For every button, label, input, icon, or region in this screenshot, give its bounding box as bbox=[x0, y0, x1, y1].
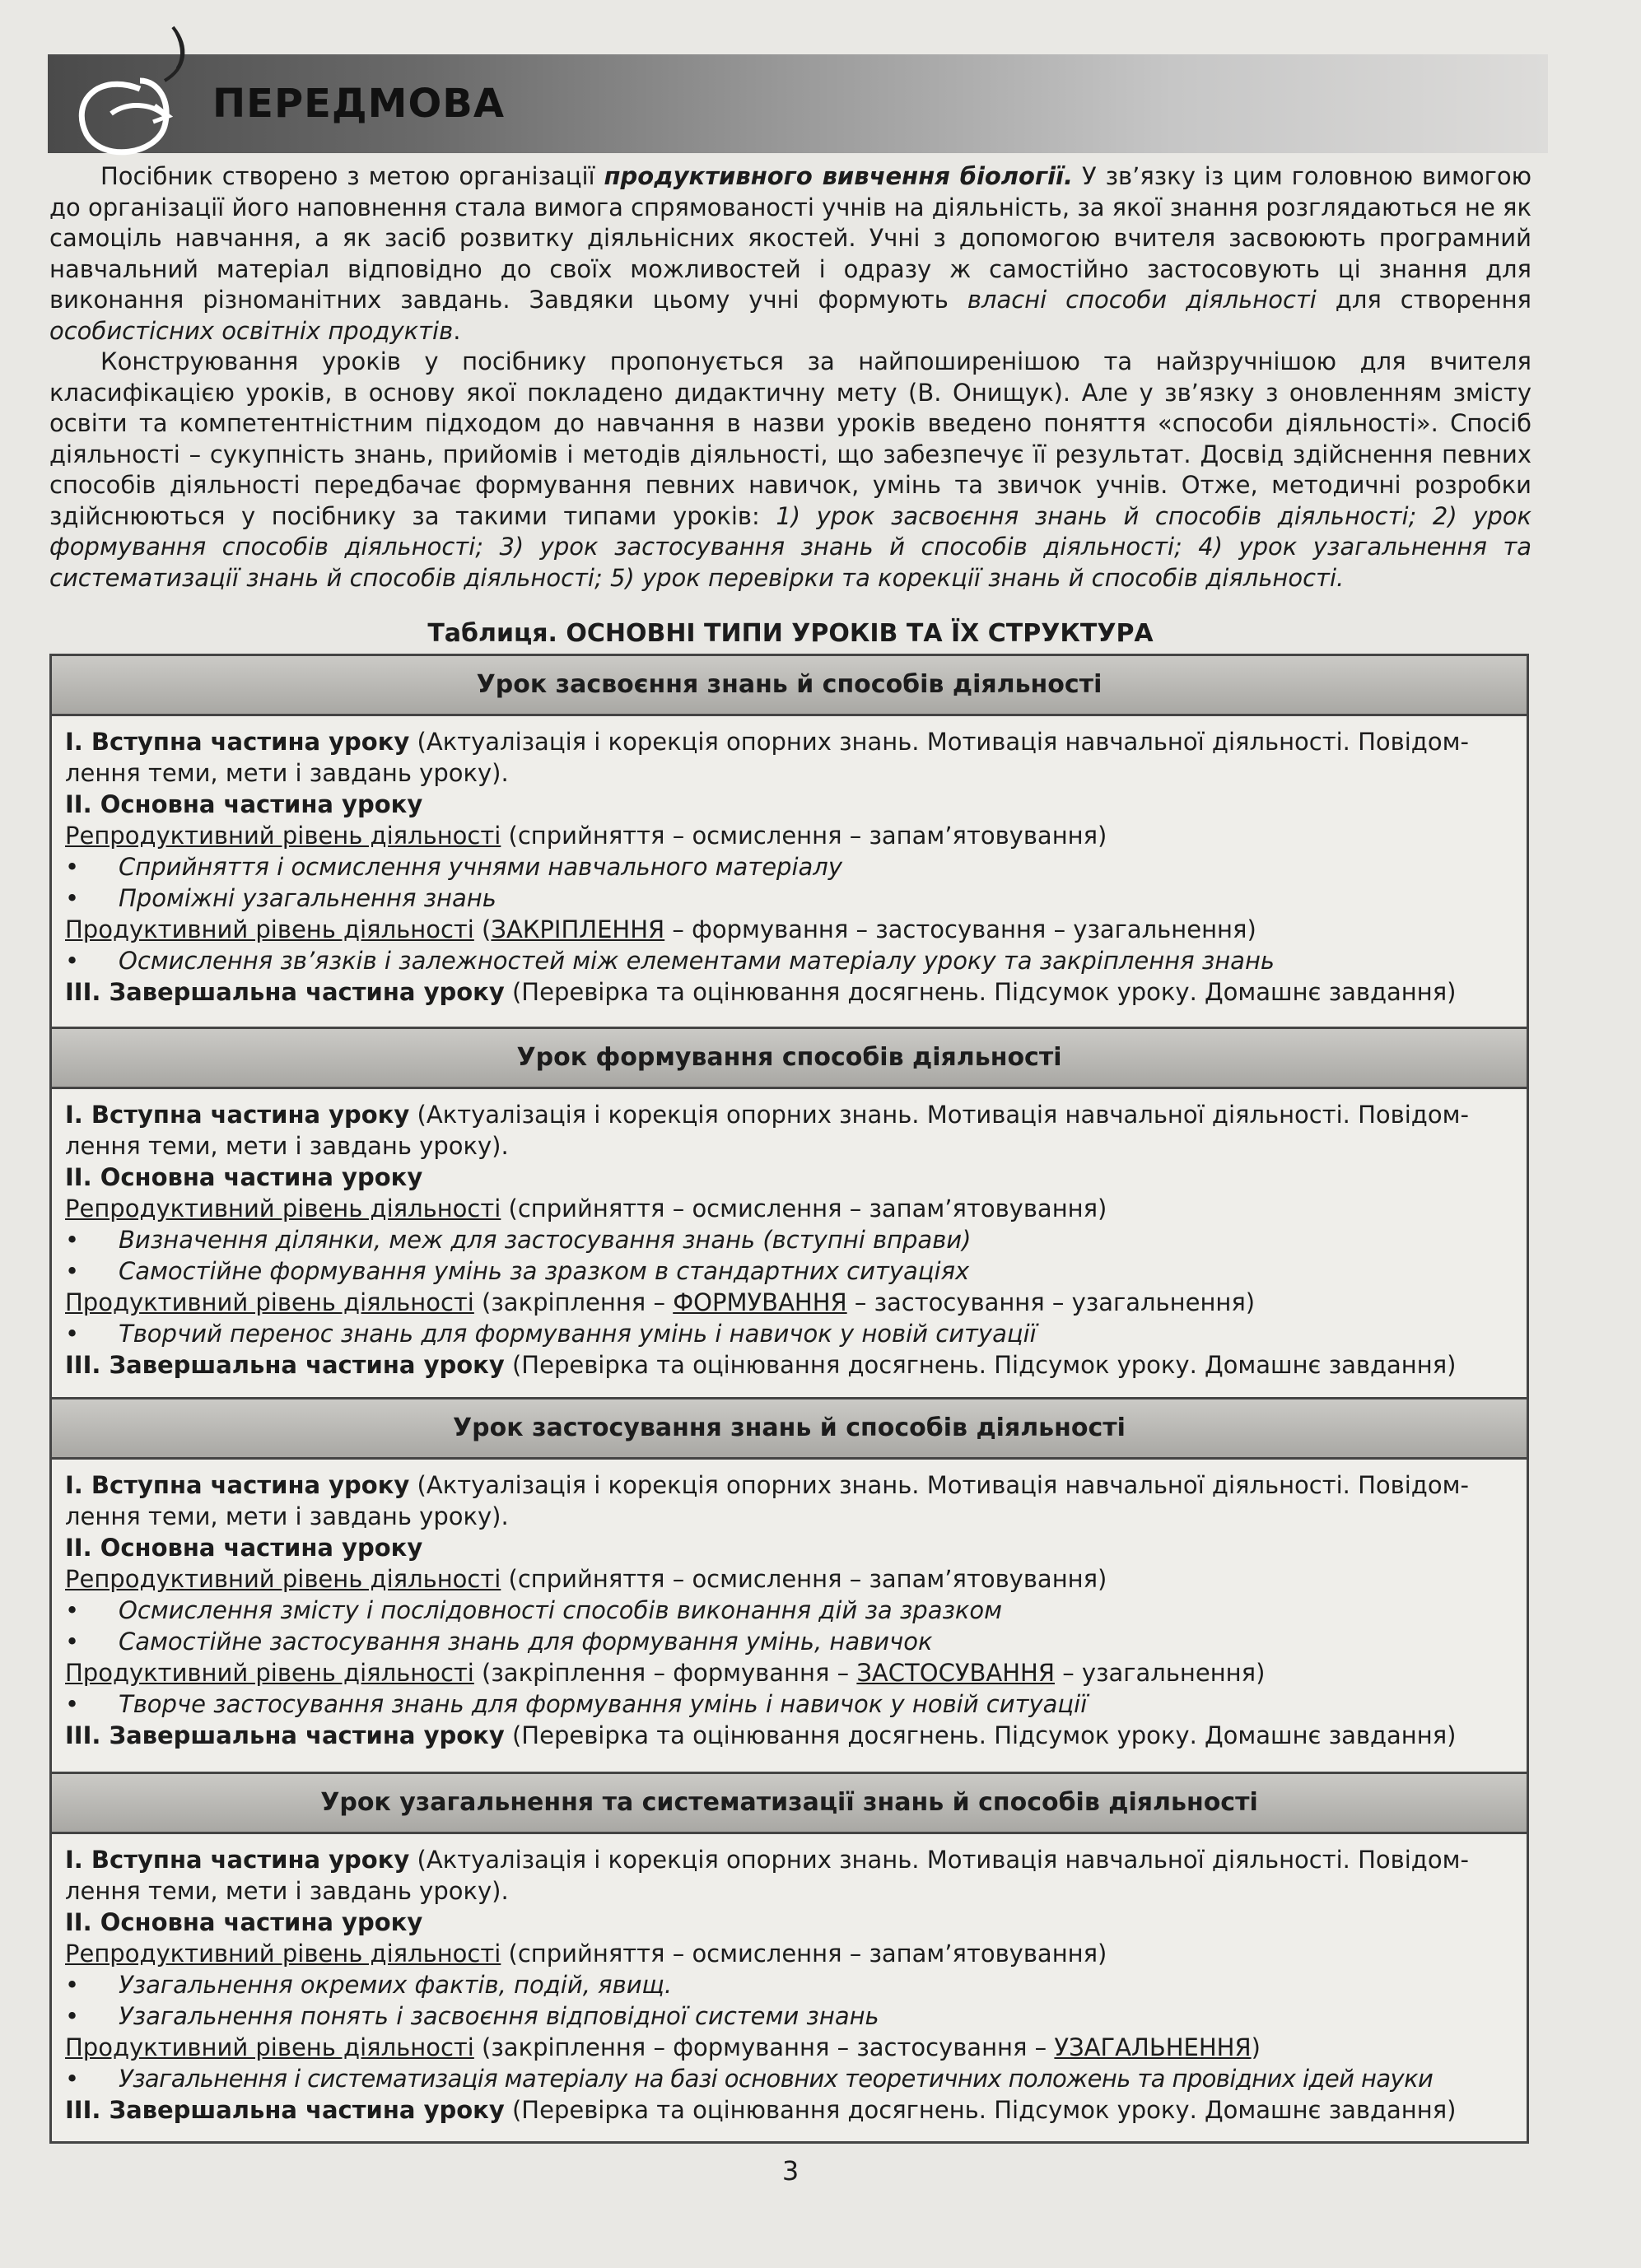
intro-part: I. Вступна частина уроку (Актуалізація і корекція опорних знань. Мотивація навчальної діяльності. Повідом- лення теми, мети і завдань уроку). bbox=[65, 728, 1469, 787]
reproductive-level: Репродуктивний рівень діяльності (сприйняття – осмислення – запам’ятовування) bbox=[65, 1565, 1107, 1593]
lesson-section bbox=[52, 1397, 1527, 1751]
reproductive-level: Репродуктивний рівень діяльності (сприйняття – осмислення – запам’ятовування) bbox=[65, 822, 1107, 850]
productive-level: Продуктивний рівень діяльності (закріплення – ФОРМУВАННЯ – застосування – узагальнення) bbox=[65, 1288, 1256, 1316]
reproductive-level: Репродуктивний рівень діяльності (сприйняття – осмислення – запам’ятовування) bbox=[65, 1940, 1107, 1968]
section-body bbox=[52, 1834, 1527, 2126]
intro-part: I. Вступна частина уроку (Актуалізація і корекція опорних знань. Мотивація навчальної діяльності. Повідом- лення теми, мети і завдань уроку). bbox=[65, 1471, 1469, 1530]
lesson-section bbox=[52, 1027, 1527, 1381]
final-part: III. Завершальна частина уроку (Перевірка та оцінювання досягнень. Підсумок уроку. Домашнє завдання) bbox=[65, 978, 1457, 1006]
list-item: • Сприйняття і осмислення учнями навчального матеріалу bbox=[65, 851, 1518, 883]
main-part-label: II. Основна частина уроку bbox=[65, 1908, 423, 1936]
list-item: • Проміжні узагальнення знань bbox=[65, 883, 1518, 914]
main-part-label: II. Основна частина уроку bbox=[65, 790, 423, 818]
productive-level: Продуктивний рівень діяльності (закріплення – формування – застосування – УЗАГАЛЬНЕННЯ) bbox=[65, 2033, 1261, 2061]
section-title: Урок застосування знань й способів діяльності bbox=[52, 1397, 1527, 1460]
intro-paragraph-2: Конструювання уроків у посібнику пропонується за найпоширенішою та найзручнішою для вчителя класифікацією уроків, в основу якої покладено дидактичну мету (В. Онищук). Але у зв’язку з оновленням змісту освіти та компетентністним підходом до навчання в назви уроків введено поняття «способи діяльності». Спосіб діяльності – сукупність знань, прийомів і методів діяльності, що забезпечує її результат. Досвід здійснення певних способів діяльності передбачає формування певних навичок, умінь та звичок учнів. Отже, методичні розробки здійснюються у посібнику за такими типами уроків: 1) урок засвоєння знань й способів діяльності; 2) урок формування способів діяльності; 3) урок застосування знань й способів діяльності; 4) урок узагальнення та систематизації знань й способів діяльності; 5) урок перевірки та корекції знань й способів діяльності. bbox=[49, 347, 1531, 592]
section-body bbox=[52, 1089, 1527, 1381]
page-number: 3 bbox=[781, 2155, 800, 2187]
list-item: • Самостійне формування умінь за зразком в стандартних ситуаціях bbox=[65, 1255, 1518, 1287]
list-item: • Творчий перенос знань для формування умінь і навичок у новій ситуації bbox=[65, 1318, 1518, 1349]
productive-level: Продуктивний рівень діяльності (закріплення – формування – ЗАСТОСУВАННЯ – узагальнення) bbox=[65, 1659, 1266, 1687]
list-item: • Узагальнення понять і засвоєння відповідної системи знань bbox=[65, 2000, 1518, 2032]
productive-level: Продуктивний рівень діяльності (ЗАКРІПЛЕННЯ – формування – застосування – узагальнення) bbox=[65, 915, 1256, 943]
list-item: • Самостійне застосування знань для формування умінь, навичок bbox=[65, 1626, 1518, 1657]
intro-paragraph-1: Посібник створено з метою організації продуктивного вивчення біології. У зв’язку із цим головною вимогою до організації його наповнення стала вимога спрямованості учнів на діяльність, за якої знання розглядаються не як самоціль навчання, а як засіб розвитку діяльнісних якостей. Учні з допомогою вчителя засвоюють програмний навчальний матеріал відповідно до своїх можливостей і одразу ж самостійно застосовують ці знання для виконання різноманітних завдань. Завдяки цьому учні формують власні способи діяльності для створення особистісних освітніх продуктів. bbox=[49, 162, 1532, 345]
final-part: III. Завершальна частина уроку (Перевірка та оцінювання досягнень. Підсумок уроку. Домашнє завдання) bbox=[65, 2096, 1457, 2124]
reproductive-level: Репродуктивний рівень діяльності (сприйняття – осмислення – запам’ятовування) bbox=[65, 1195, 1107, 1222]
table-title: Таблиця. ОСНОВНІ ТИПИ УРОКІВ ТА ЇХ СТРУКТУРА bbox=[427, 619, 1154, 648]
list-item: • Узагальнення і систематизація матеріалу на базі основних теоретичних положень та провідних ідей науки bbox=[65, 2063, 1518, 2094]
lesson-section bbox=[52, 1772, 1527, 2126]
list-item: • Осмислення зв’язків і залежностей між елементами матеріалу уроку та закріплення знань bbox=[65, 945, 1518, 976]
list-item: • Узагальнення окремих фактів, подій, явищ. bbox=[65, 1969, 1518, 2000]
main-part-label: II. Основна частина уроку bbox=[65, 1534, 423, 1562]
intro-part: I. Вступна частина уроку (Актуалізація і корекція опорних знань. Мотивація навчальної діяльності. Повідом- лення теми, мети і завдань уроку). bbox=[65, 1101, 1469, 1160]
final-part: III. Завершальна частина уроку (Перевірка та оцінювання досягнень. Підсумок уроку. Домашнє завдання) bbox=[65, 1721, 1457, 1749]
list-item: • Визначення ділянки, меж для застосування знань (вступні вправи) bbox=[65, 1224, 1518, 1255]
final-part: III. Завершальна частина уроку (Перевірка та оцінювання досягнень. Підсумок уроку. Домашнє завдання) bbox=[65, 1351, 1457, 1379]
lesson-section bbox=[52, 656, 1527, 1008]
lesson-types-table bbox=[49, 654, 1529, 2144]
list-item: • Осмислення змісту і послідовності способів виконання дій за зразком bbox=[65, 1595, 1518, 1626]
section-title: Урок узагальнення та систематизації знань й способів діяльності bbox=[52, 1772, 1527, 1834]
section-body bbox=[52, 716, 1527, 1008]
main-part-label: II. Основна частина уроку bbox=[65, 1163, 423, 1191]
apple-logo-icon bbox=[49, 23, 206, 159]
intro-text bbox=[49, 161, 1531, 594]
intro-part: I. Вступна частина уроку (Актуалізація і корекція опорних знань. Мотивація навчальної діяльності. Повідом- лення теми, мети і завдань уроку). bbox=[65, 1846, 1469, 1905]
list-item: • Творче застосування знань для формування умінь і навичок у новій ситуації bbox=[65, 1688, 1518, 1720]
section-title: Урок засвоєння знань й способів діяльності bbox=[52, 656, 1527, 716]
page-title: ПЕРЕДМОВА bbox=[212, 81, 505, 127]
section-title: Урок формування способів діяльності bbox=[52, 1027, 1527, 1089]
section-body bbox=[52, 1460, 1527, 1751]
